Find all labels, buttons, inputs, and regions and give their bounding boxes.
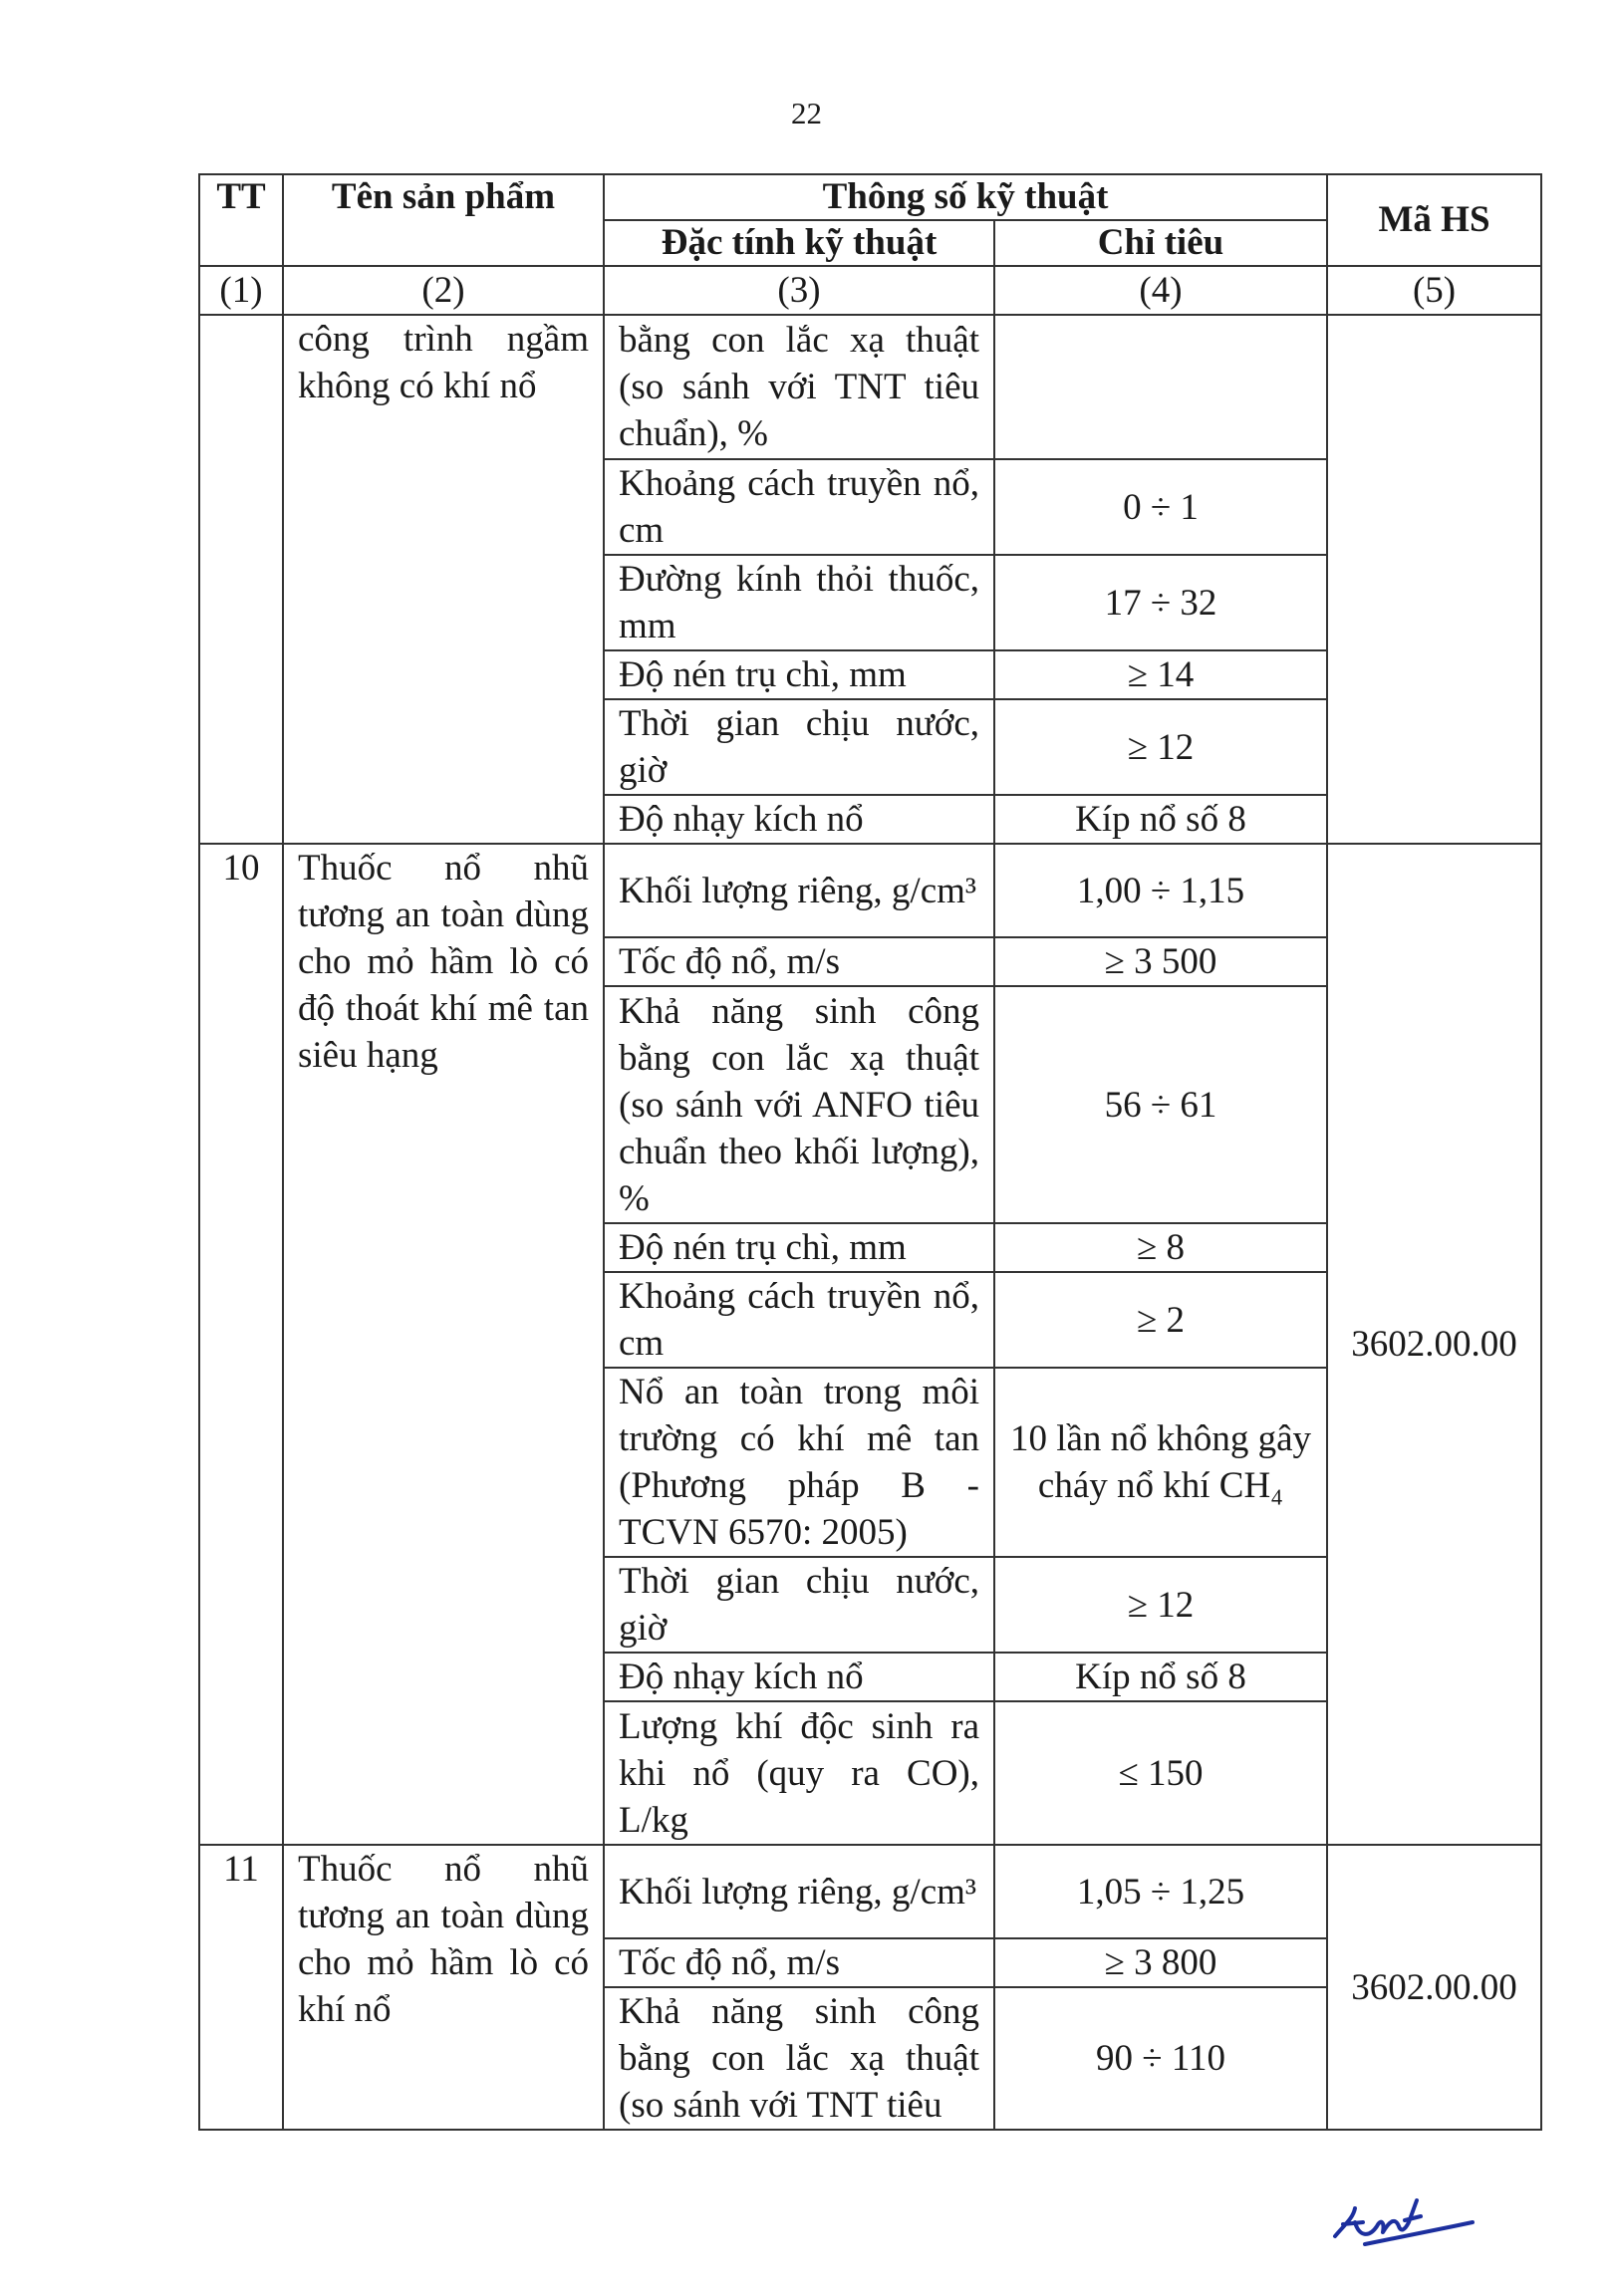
- spec-value: ≥ 3 500: [994, 937, 1327, 986]
- spec-characteristic: Khả năng sinh công bằng con lắc xạ thuật (so sánh với TNT tiêu: [604, 1987, 994, 2130]
- product-hs-code: [1327, 315, 1541, 844]
- spec-characteristic: Thời gian chịu nước, giờ: [604, 699, 994, 795]
- product-tt: 11: [199, 1845, 283, 2130]
- column-number-row: [199, 266, 1541, 315]
- spec-row: [199, 1845, 1541, 1938]
- spec-value: ≥ 12: [994, 1557, 1327, 1653]
- spec-value: 0 ÷ 1: [994, 459, 1327, 555]
- spec-characteristic: Độ nén trụ chì, mm: [604, 650, 994, 699]
- product-hs-code: 3602.00.00: [1327, 1845, 1541, 2130]
- column-number: (3): [604, 266, 994, 315]
- column-number: (5): [1327, 266, 1541, 315]
- spec-characteristic: Lượng khí độc sinh ra khi nổ (quy ra CO), L/kg: [604, 1701, 994, 1845]
- spec-value: ≥ 2: [994, 1272, 1327, 1368]
- spec-value: 10 lần nổ không gây cháy nổ khí CH₄: [994, 1368, 1327, 1557]
- column-number: (1): [199, 266, 283, 315]
- spec-value: 90 ÷ 110: [994, 1987, 1327, 2130]
- technical-spec-table: [198, 173, 1542, 2131]
- product-tt: 10: [199, 844, 283, 1845]
- product-name: công trình ngầm không có khí nổ: [283, 315, 604, 844]
- spec-value: ≥ 12: [994, 699, 1327, 795]
- spec-value: ≥ 8: [994, 1223, 1327, 1272]
- spec-characteristic: Khối lượng riêng, g/cm³: [604, 1845, 994, 1938]
- product-name: Thuốc nổ nhũ tương an toàn dùng cho mỏ hầm lò có độ thoát khí mê tan siêu hạng: [283, 844, 604, 1845]
- spec-value: 1,05 ÷ 1,25: [994, 1845, 1327, 1938]
- column-number: (4): [994, 266, 1327, 315]
- spec-characteristic: Khoảng cách truyền nổ, cm: [604, 459, 994, 555]
- product-name: Thuốc nổ nhũ tương an toàn dùng cho mỏ hầm lò có khí nổ: [283, 1845, 604, 2130]
- spec-characteristic: Độ nén trụ chì, mm: [604, 1223, 994, 1272]
- spec-characteristic: Thời gian chịu nước, giờ: [604, 1557, 994, 1653]
- spec-characteristic: Độ nhạy kích nổ: [604, 1653, 994, 1701]
- spec-value: Kíp nổ số 8: [994, 795, 1327, 844]
- header-specs: Thông số kỹ thuật: [604, 174, 1327, 220]
- header-indicator: Chỉ tiêu: [994, 220, 1327, 266]
- spec-row: [199, 844, 1541, 937]
- spec-characteristic: Độ nhạy kích nổ: [604, 795, 994, 844]
- header-hs-code: Mã HS: [1327, 174, 1541, 266]
- spec-characteristic: Khả năng sinh công bằng con lắc xạ thuật (so sánh với ANFO tiêu chuẩn theo khối lượng), %: [604, 986, 994, 1223]
- spec-characteristic: Khoảng cách truyền nổ, cm: [604, 1272, 994, 1368]
- spec-value: ≥ 14: [994, 650, 1327, 699]
- product-tt: [199, 315, 283, 844]
- spec-characteristic: Khối lượng riêng, g/cm³: [604, 844, 994, 937]
- spec-characteristic: Đường kính thỏi thuốc, mm: [604, 555, 994, 650]
- spec-value: 17 ÷ 32: [994, 555, 1327, 650]
- spec-characteristic: bằng con lắc xạ thuật (so sánh với TNT tiêu chuẩn), %: [604, 315, 994, 459]
- spec-value: ≤ 150: [994, 1701, 1327, 1845]
- page-number: 22: [791, 96, 822, 130]
- spec-value: Kíp nổ số 8: [994, 1653, 1327, 1701]
- spec-characteristic: Tốc độ nổ, m/s: [604, 937, 994, 986]
- header-characteristic: Đặc tính kỹ thuật: [604, 220, 994, 266]
- spec-value: 1,00 ÷ 1,15: [994, 844, 1327, 937]
- signature: [1325, 2186, 1475, 2256]
- spec-characteristic: Tốc độ nổ, m/s: [604, 1938, 994, 1987]
- spec-value: [994, 315, 1327, 459]
- spec-row: [199, 315, 1541, 459]
- column-number: (2): [283, 266, 604, 315]
- product-hs-code: 3602.00.00: [1327, 844, 1541, 1845]
- header-tt: TT: [199, 174, 283, 266]
- spec-value: 56 ÷ 61: [994, 986, 1327, 1223]
- header-product-name: Tên sản phẩm: [283, 174, 604, 266]
- spec-characteristic: Nổ an toàn trong môi trường có khí mê tan (Phương pháp B - TCVN 6570: 2005): [604, 1368, 994, 1557]
- spec-value: ≥ 3 800: [994, 1938, 1327, 1987]
